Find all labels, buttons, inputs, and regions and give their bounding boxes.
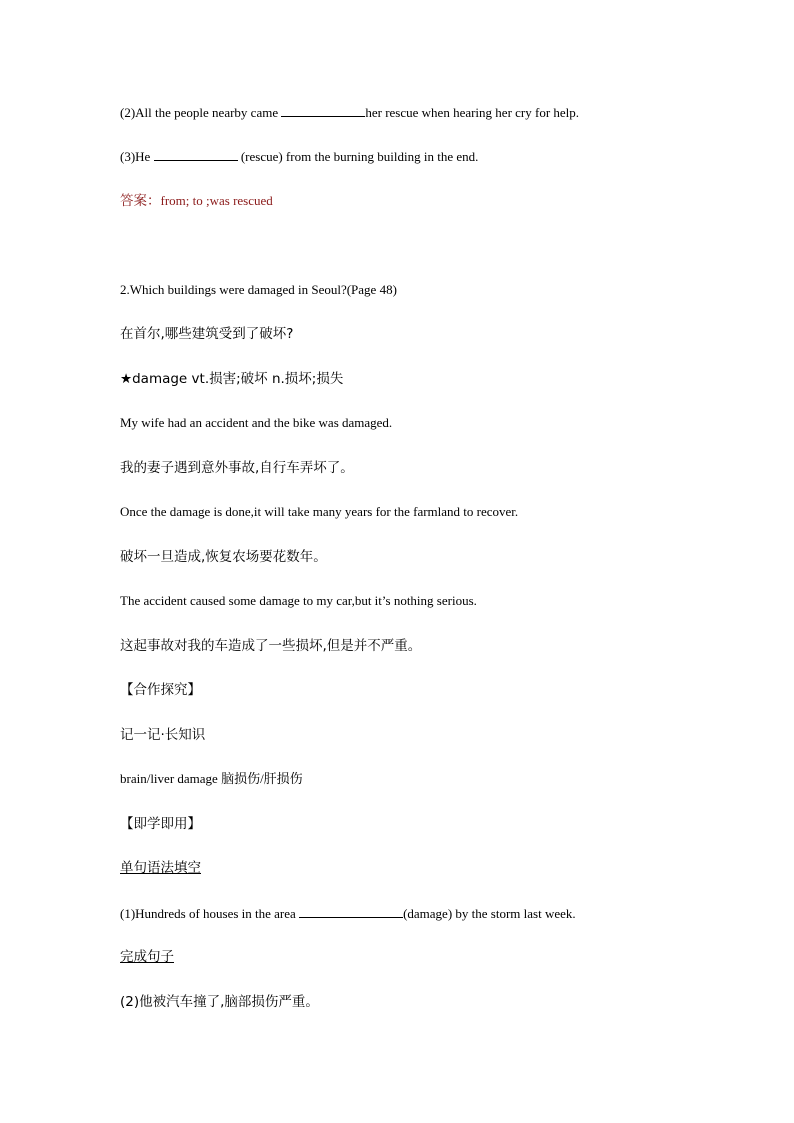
complete-q2: (2)他被汽车撞了,脑部损伤严重。 bbox=[120, 994, 319, 1010]
example-1-zh: 我的妻子遇到意外事故,自行车弄坏了。 bbox=[120, 460, 354, 476]
grammar-heading: 单句语法填空 bbox=[120, 860, 201, 876]
grammar-q1-after: (damage) by the storm last week. bbox=[403, 906, 576, 921]
answer-line bbox=[120, 192, 273, 210]
example-2-en: Once the damage is done,it will take many years for the farmland to recover. bbox=[120, 504, 519, 519]
answer-label: 答案： bbox=[120, 193, 161, 209]
q3-blank bbox=[154, 147, 238, 161]
vocab-damage: ★damage vt.损害;破坏 n.损坏;损失 bbox=[120, 371, 344, 387]
coop-heading: 【合作探究】 bbox=[120, 682, 201, 698]
example-3-en: The accident caused some damage to my car,but it’s nothing serious. bbox=[120, 593, 477, 608]
q3-text-after: (rescue) from the burning building in the end. bbox=[237, 149, 479, 164]
q2-text-before: (2)All the people nearby came bbox=[120, 105, 282, 120]
q3-text-before: (3)He bbox=[120, 149, 154, 164]
q2-blank bbox=[281, 103, 365, 117]
note-heading: 记一记·长知识 bbox=[120, 727, 206, 743]
example-3-zh: 这起事故对我的车造成了一些损坏,但是并不严重。 bbox=[120, 638, 422, 654]
note-content: brain/liver damage 脑损伤/肝损伤 bbox=[120, 771, 303, 786]
complete-heading: 完成句子 bbox=[120, 949, 174, 965]
grammar-q1 bbox=[120, 904, 576, 923]
grammar-q1-before: (1)Hundreds of houses in the area bbox=[120, 906, 300, 921]
answer-text: from; to ;was rescued bbox=[160, 193, 273, 208]
section2-question: 2.Which buildings were damaged in Seoul?(Page 48) bbox=[120, 282, 397, 297]
example-2-zh: 破坏一旦造成,恢复农场要花数年。 bbox=[120, 549, 327, 565]
example-1-en: My wife had an accident and the bike was damaged. bbox=[120, 415, 393, 430]
apply-heading: 【即学即用】 bbox=[120, 816, 201, 832]
exercise-q3 bbox=[120, 147, 478, 166]
section2-question-zh: 在首尔,哪些建筑受到了破坏? bbox=[120, 326, 294, 342]
q2-text-after: her rescue when hearing her cry for help. bbox=[365, 105, 580, 120]
exercise-q2 bbox=[120, 103, 579, 122]
grammar-q1-blank bbox=[299, 904, 403, 918]
